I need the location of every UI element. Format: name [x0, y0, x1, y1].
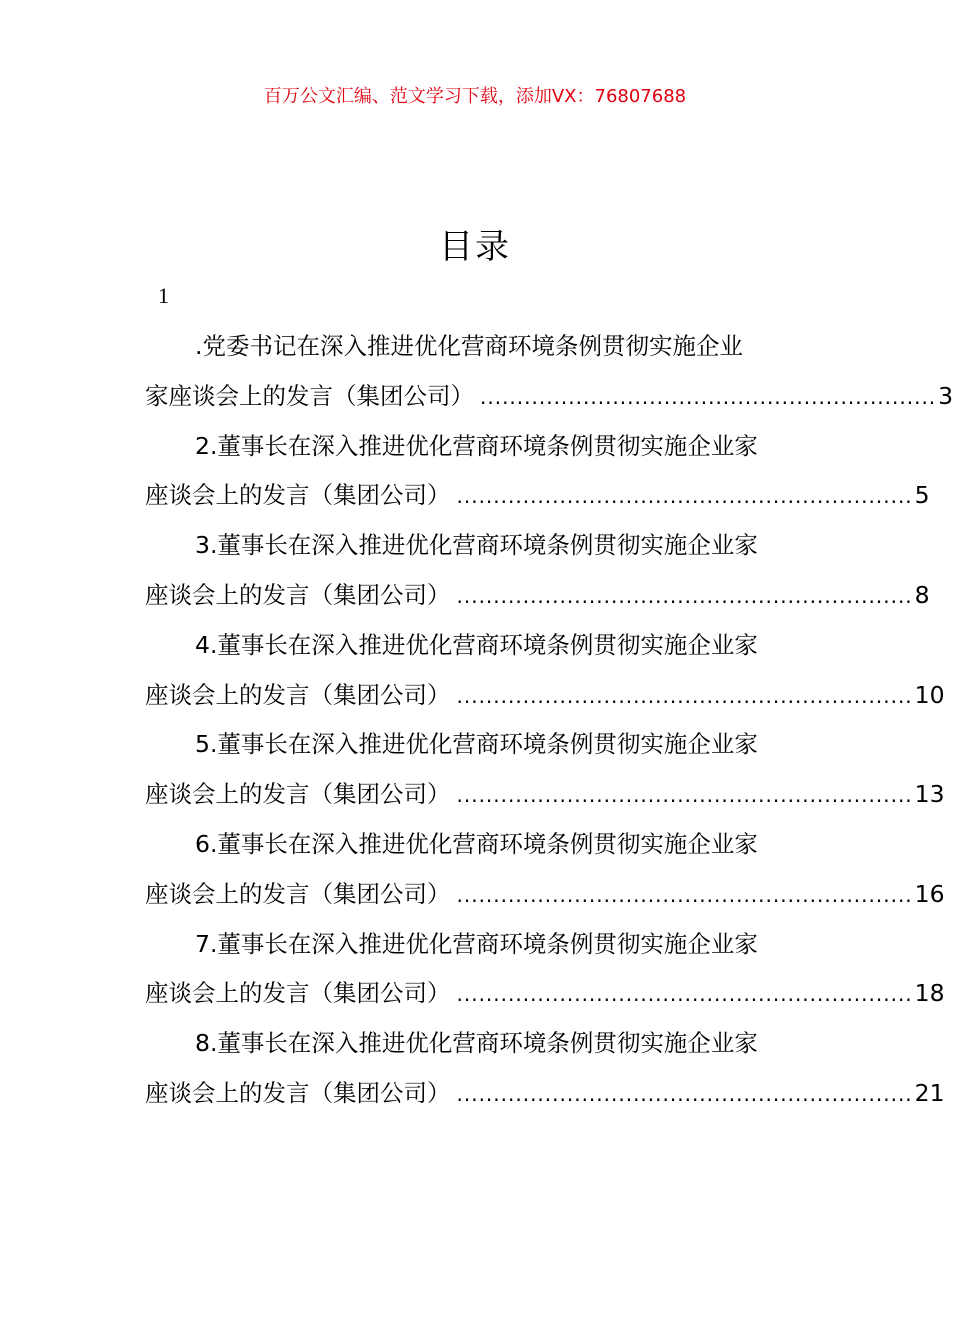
toc-entry-title-line2: [145, 1069, 945, 1119]
toc-entry-title-line2: [145, 969, 945, 1019]
toc-dot-leader: ..............................................................: [456, 882, 913, 907]
stray-number: 1: [158, 283, 169, 308]
toc-page-number: 18: [914, 979, 945, 1008]
toc-page-number: 8: [914, 580, 930, 609]
header-note: 百万公文汇编、范文学习下载，添加VX：76807688: [263, 86, 687, 107]
toc-entry[interactable]: [145, 1019, 945, 1119]
toc-page-number: 3: [938, 381, 953, 410]
toc-entry-title-continuation: 座谈会上的发言（集团公司）: [145, 1078, 451, 1107]
toc-entry-title-line1: 4.董事长在深入推进优化营商环境条例贯彻实施企业家: [195, 630, 758, 659]
toc-entry-title-line1: 3.董事长在深入推进优化营商环境条例贯彻实施企业家: [195, 531, 758, 560]
toc-entry-title-continuation: 座谈会上的发言（集团公司）: [145, 780, 451, 809]
toc-entry-title-line2: [145, 770, 945, 820]
toc-entry-title-line1: 2.董事长在深入推进优化营商环境条例贯彻实施企业家: [195, 431, 758, 460]
toc-entry-title-line1: 8.董事长在深入推进优化营商环境条例贯彻实施企业家: [195, 1029, 758, 1058]
toc-page-number: 16: [914, 879, 945, 908]
toc-entry[interactable]: [145, 621, 945, 721]
toc-entry[interactable]: [145, 322, 953, 422]
toc-entry[interactable]: [145, 920, 945, 1020]
toc-dot-leader: ..............................................................: [480, 384, 937, 409]
toc-entry-title-continuation: 座谈会上的发言（集团公司）: [145, 481, 451, 510]
toc-dot-leader: ..............................................................: [456, 683, 913, 708]
toc-entry-title-continuation: 座谈会上的发言（集团公司）: [145, 680, 451, 709]
toc-page-number: 21: [914, 1078, 945, 1107]
toc-entry-title-line2: [145, 372, 953, 422]
toc-entry[interactable]: [145, 720, 945, 820]
toc-dot-leader: ..............................................................: [456, 583, 913, 608]
toc-dot-leader: ..............................................................: [456, 484, 913, 509]
toc-entry-title-continuation: 家座谈会上的发言（集团公司）: [145, 381, 474, 410]
toc-entry[interactable]: [145, 521, 930, 621]
page-title: 目录: [439, 227, 511, 267]
toc-entry[interactable]: [145, 422, 930, 522]
table-of-contents: [145, 322, 953, 1119]
toc-page-number: 13: [914, 780, 945, 809]
toc-entry-title-continuation: 座谈会上的发言（集团公司）: [145, 580, 451, 609]
toc-dot-leader: ..............................................................: [456, 982, 913, 1007]
toc-entry-title-line2: [145, 671, 945, 721]
toc-entry-title-line1: 7.董事长在深入推进优化营商环境条例贯彻实施企业家: [195, 929, 758, 958]
toc-dot-leader: ..............................................................: [456, 783, 913, 808]
toc-entry[interactable]: [145, 820, 945, 920]
toc-page-number: 10: [914, 680, 945, 709]
toc-entry-title-line1: 6.董事长在深入推进优化营商环境条例贯彻实施企业家: [195, 829, 758, 858]
toc-page-number: 5: [914, 481, 930, 510]
toc-entry-title-continuation: 座谈会上的发言（集团公司）: [145, 879, 451, 908]
toc-dot-leader: ..............................................................: [456, 1081, 913, 1106]
toc-entry-title-line2: [145, 571, 930, 621]
toc-entry-title-line2: [145, 870, 945, 920]
toc-entry-title-line1: .党委书记在深入推进优化营商环境条例贯彻实施企业: [195, 332, 743, 360]
toc-entry-title-line1: 5.董事长在深入推进优化营商环境条例贯彻实施企业家: [195, 730, 758, 759]
toc-entry-title-continuation: 座谈会上的发言（集团公司）: [145, 979, 451, 1008]
toc-entry-title-line2: [145, 471, 930, 521]
